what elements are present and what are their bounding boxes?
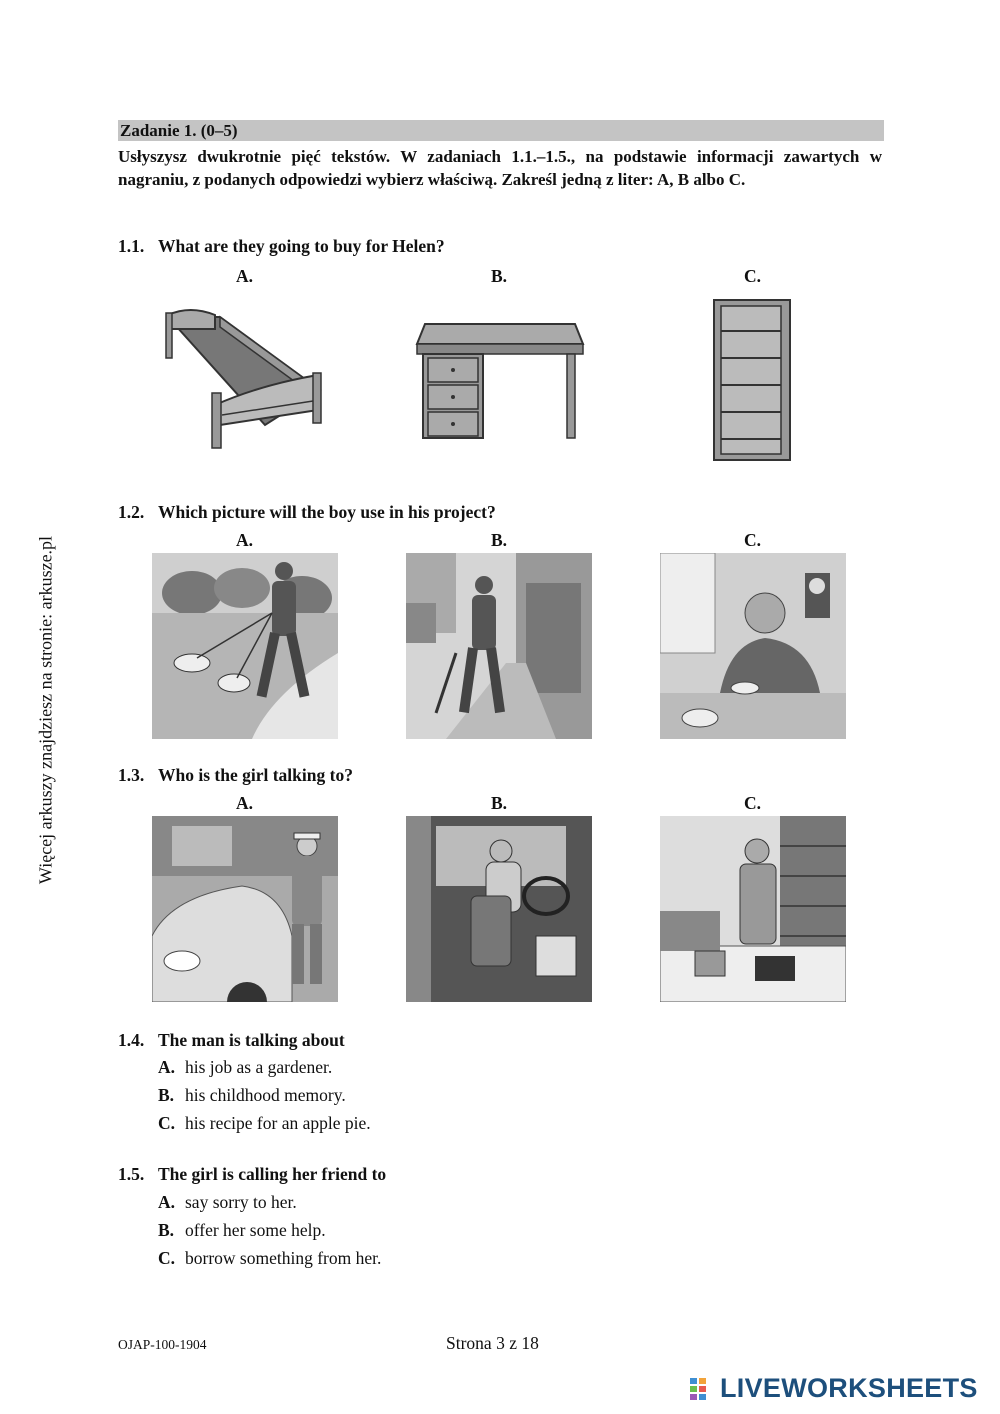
option-b-label[interactable]: B. <box>491 530 508 550</box>
option-c-label[interactable]: C. <box>744 793 762 813</box>
option-a-label[interactable]: A. <box>236 266 254 286</box>
answer-option-c[interactable] <box>158 1248 381 1269</box>
question-text: The man is talking about <box>158 1030 345 1050</box>
answer-letter: B. <box>158 1220 175 1240</box>
answer-text: offer her some help. <box>185 1220 326 1240</box>
option-b-label[interactable]: B. <box>491 266 508 286</box>
question-number: 1.3. <box>118 765 145 785</box>
task-instruction: Usłyszysz dwukrotnie pięć tekstów. W zadaniach 1.1.–1.5., na podstawie informacji zawartych w nagraniu, z podanych odpowiedzi wybierz właściwą. Zakreśl jedną z liter: A, B albo C. <box>118 147 882 189</box>
liveworksheets-logo[interactable] <box>690 1373 978 1404</box>
question-number: 1.4. <box>118 1030 145 1050</box>
question-text: Which picture will the boy use in his project? <box>158 502 496 522</box>
question-text: Who is the girl talking to? <box>158 765 353 785</box>
option-b-label[interactable]: B. <box>491 793 508 813</box>
bed-icon[interactable] <box>160 305 328 450</box>
option-a-label[interactable]: A. <box>236 530 254 550</box>
question-text: The girl is calling her friend to <box>158 1164 387 1184</box>
answer-text: his childhood memory. <box>185 1085 346 1105</box>
bookseller-image[interactable] <box>660 816 846 1002</box>
police-officer-image[interactable] <box>152 816 338 1002</box>
answer-letter: C. <box>158 1113 176 1133</box>
desk-icon[interactable] <box>415 320 585 442</box>
question-1-5 <box>118 1164 386 1185</box>
answer-text: say sorry to her. <box>185 1192 297 1212</box>
option-c-label[interactable]: C. <box>744 530 762 550</box>
answer-option-a[interactable] <box>158 1192 297 1213</box>
option-c-label[interactable]: C. <box>744 266 762 286</box>
answer-option-b[interactable] <box>158 1085 346 1106</box>
question-number: 1.5. <box>118 1164 145 1184</box>
option-a-label[interactable]: A. <box>236 793 254 813</box>
answer-text: borrow something from her. <box>185 1248 382 1268</box>
answer-letter: B. <box>158 1085 175 1105</box>
answer-option-b[interactable] <box>158 1220 326 1241</box>
question-1-3 <box>118 765 353 786</box>
question-1-4 <box>118 1030 345 1051</box>
answer-text: his job as a gardener. <box>185 1057 333 1077</box>
bus-driver-image[interactable] <box>406 816 592 1002</box>
park-dog-walk-image[interactable] <box>152 553 338 739</box>
side-link-text[interactable]: Więcej arkuszy znajdziesz na stronie: arkusze.pl <box>35 535 56 885</box>
man-eating-image[interactable] <box>660 553 846 739</box>
task-header: Zadanie 1. (0–5) <box>118 120 884 141</box>
liveworksheets-grid-icon <box>690 1376 718 1402</box>
answer-option-c[interactable] <box>158 1113 371 1134</box>
brand-name: LIVEWORKSHEETS <box>720 1373 978 1403</box>
question-1-2 <box>118 502 496 523</box>
answer-letter: C. <box>158 1248 176 1268</box>
page-number: Strona 3 z 18 <box>446 1333 539 1353</box>
answer-option-a[interactable] <box>158 1057 332 1078</box>
answer-text: his recipe for an apple pie. <box>185 1113 371 1133</box>
question-number: 1.1. <box>118 236 145 256</box>
bookcase-icon[interactable] <box>712 298 792 463</box>
question-number: 1.2. <box>118 502 145 522</box>
question-1-1 <box>118 236 445 257</box>
city-street-image[interactable] <box>406 553 592 739</box>
footer-code: OJAP-100-1904 <box>118 1337 207 1352</box>
answer-letter: A. <box>158 1057 176 1077</box>
answer-letter: A. <box>158 1192 176 1212</box>
question-text: What are they going to buy for Helen? <box>158 236 445 256</box>
